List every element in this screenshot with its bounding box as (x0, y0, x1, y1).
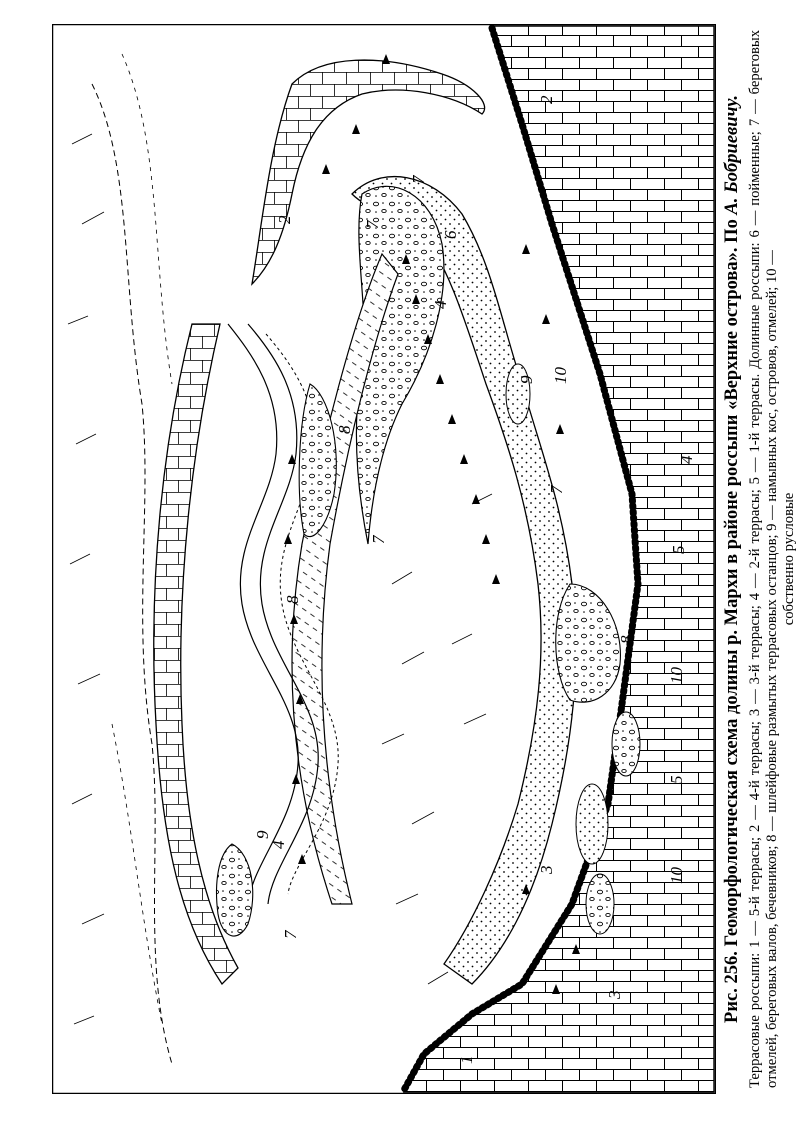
label-8: 8 (283, 595, 302, 604)
label-7: 7 (281, 930, 300, 939)
caption-line-2: 7 — береговых отмелей, береговых валов, бечевников; 8 — шлейфовые размытых террасовых останцов; 9 — намывных кос, островов, отмелей; 10 — (747, 30, 780, 1088)
label-7: 7 (409, 175, 428, 184)
label-5: 5 (669, 545, 688, 554)
caption-legend (747, 24, 798, 1094)
caption-title-text: Рис. 256. Геоморфологическая схема долины р. Мархи в районе россыпи «Верхние острова». По (722, 219, 742, 1023)
label-2: 2 (275, 215, 294, 224)
label-9: 9 (253, 830, 272, 839)
label-10: 10 (667, 867, 686, 884)
label-7: 7 (369, 535, 388, 544)
label-1: 1 (457, 1055, 476, 1064)
label-4: 4 (677, 455, 696, 464)
label-8: 8 (335, 425, 354, 434)
label-4: 4 (269, 840, 288, 849)
label-10: 10 (551, 367, 570, 384)
label-6: 6 (441, 230, 460, 239)
caption-line-3: собственно русловые (781, 492, 797, 626)
label-8: 8 (617, 635, 636, 644)
caption-title (720, 24, 744, 1094)
label-5: 5 (667, 775, 686, 784)
label-2: 2 (537, 95, 556, 104)
label-7: 7 (547, 485, 566, 494)
label-4: 4 (431, 300, 450, 309)
label-10: 10 (667, 667, 686, 684)
label-9: 9 (517, 375, 536, 384)
label-7: 7 (363, 220, 382, 229)
caption-author: А. Бобриевичу. (722, 95, 742, 215)
geomorphological-diagram (52, 24, 716, 1094)
caption-line-1: Террасовые россыпи: 1 — 5-й террасы; 2 — 4-й террасы; 3 — 3-й террасы; 4 — 2-й террасы; 5 — 1-й террасы. Долинные россыпи: 6 — пойменные; (747, 131, 763, 1088)
label-3: 3 (537, 865, 556, 874)
label-3: 3 (605, 990, 624, 999)
figure-caption (716, 24, 798, 1094)
